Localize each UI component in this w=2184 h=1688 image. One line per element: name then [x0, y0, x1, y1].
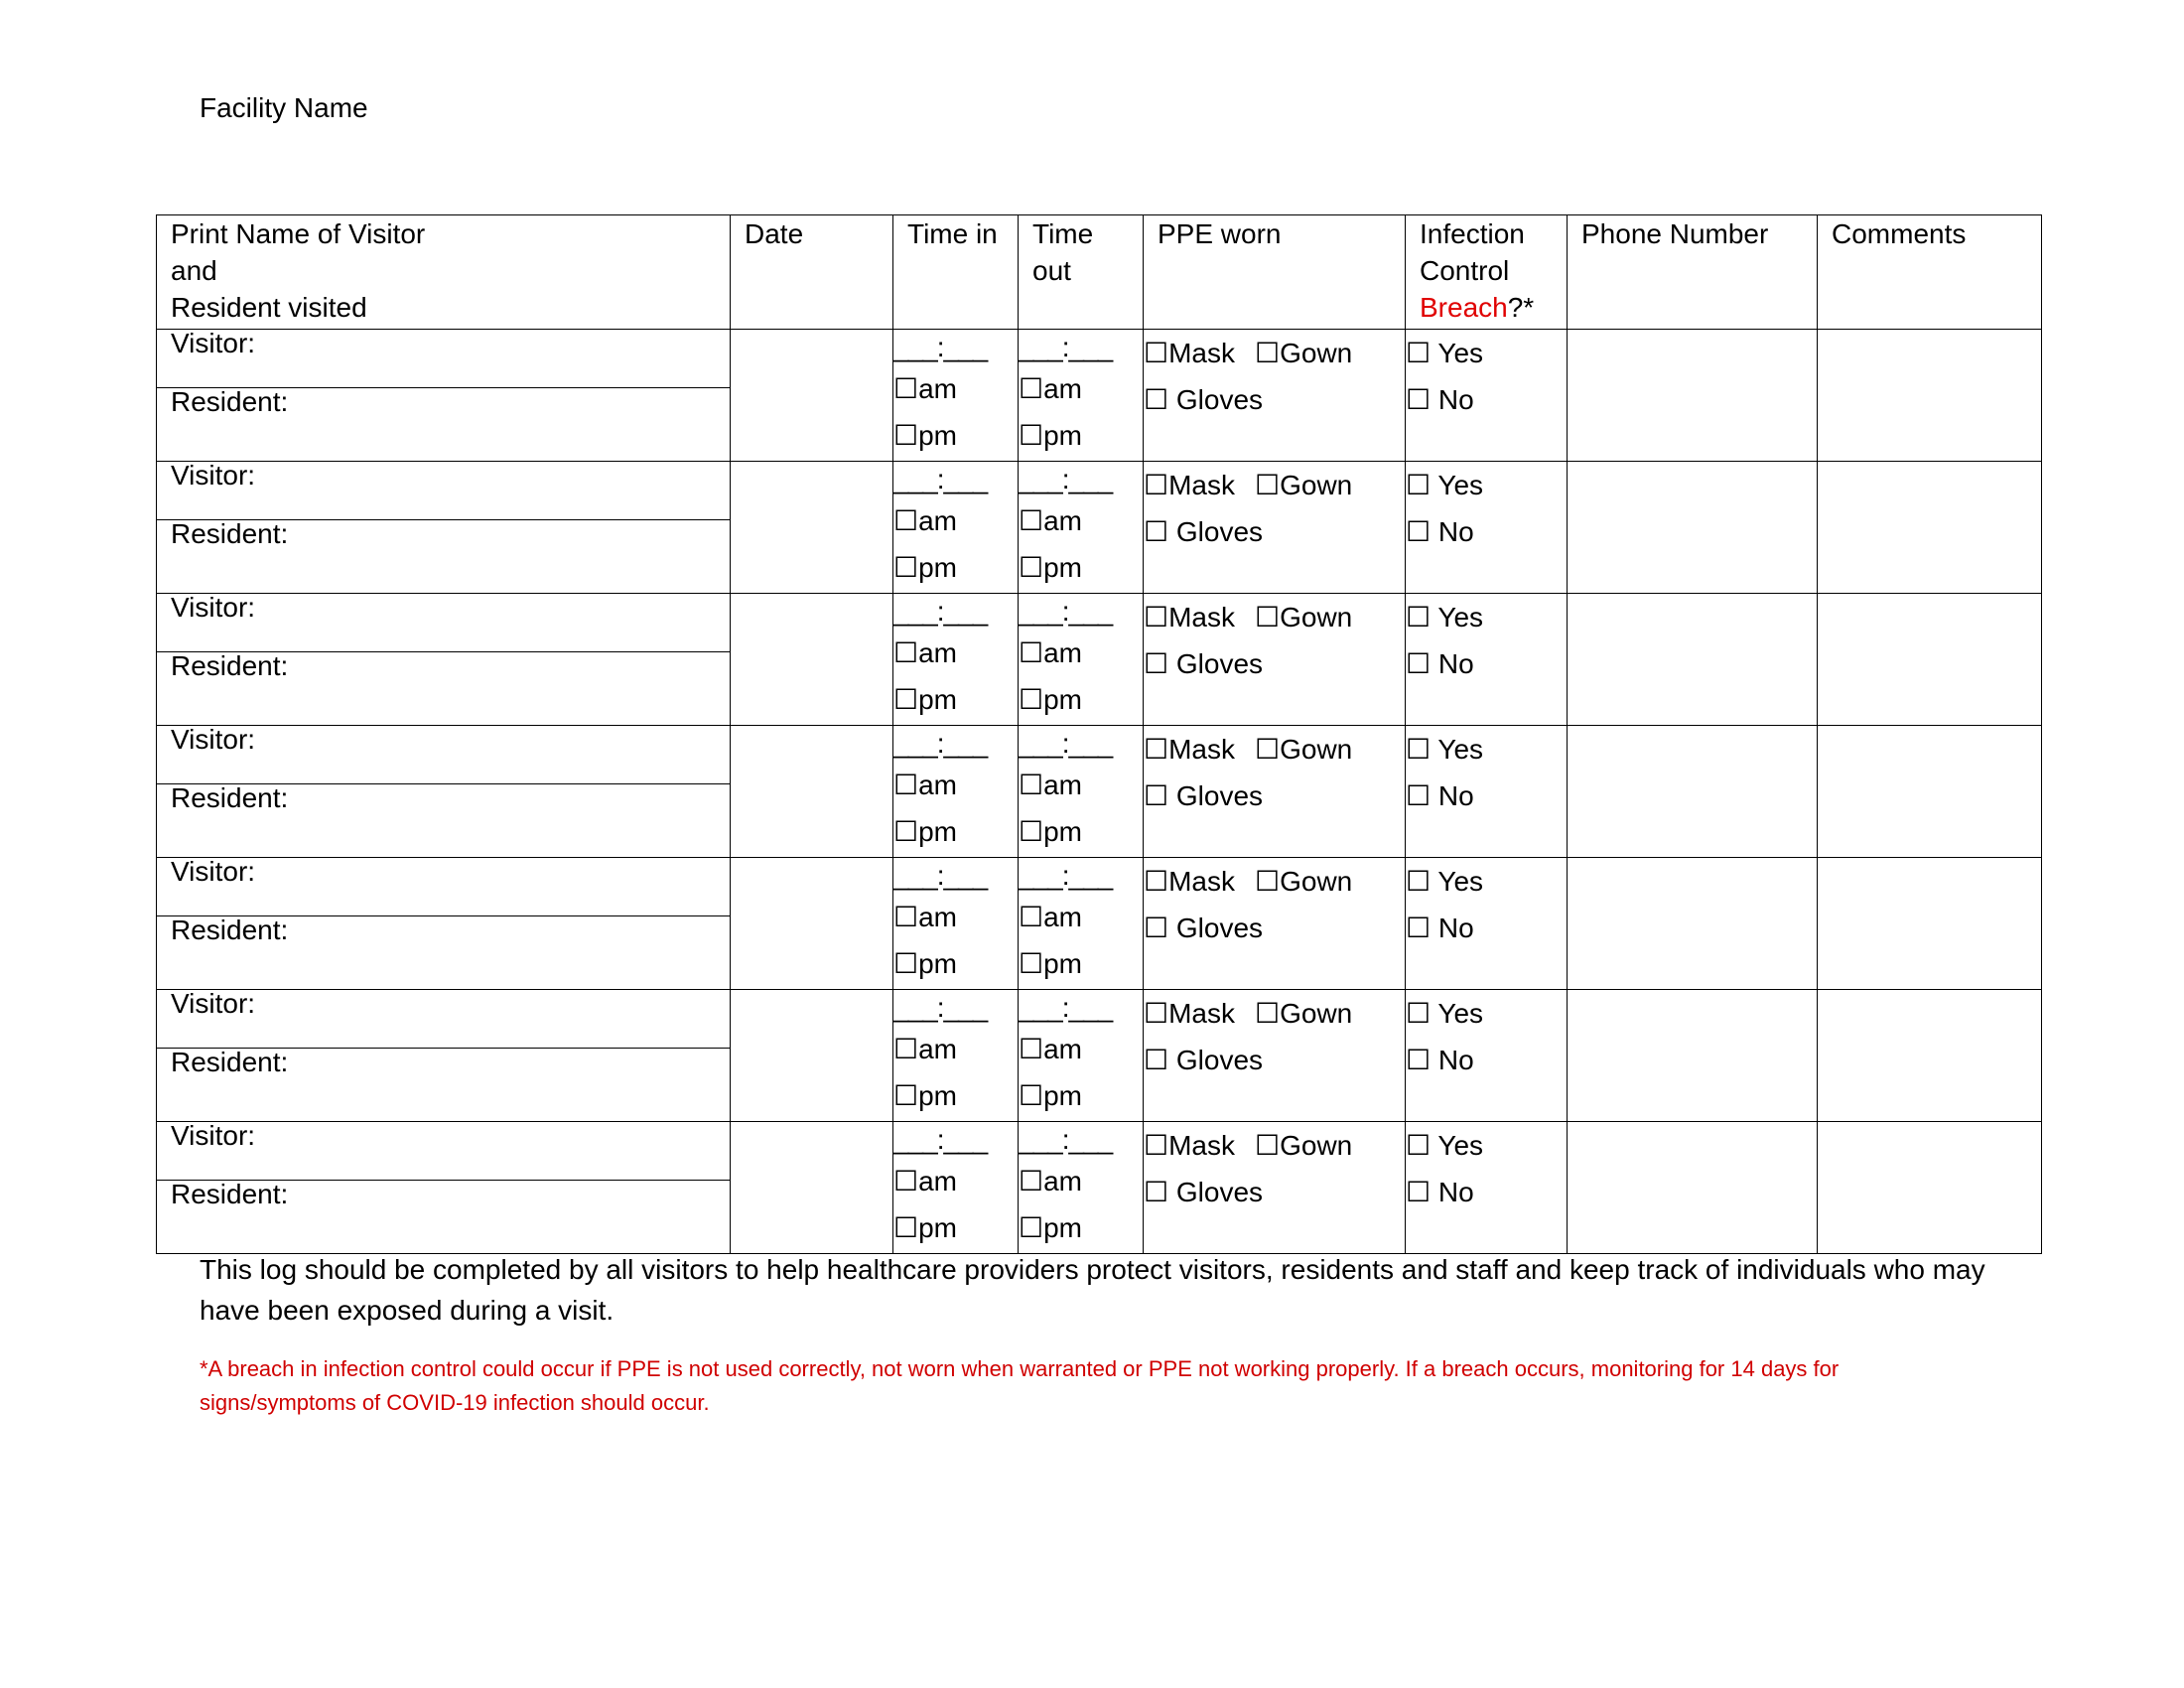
header-date: Date [731, 215, 893, 330]
time-out-am-checkbox[interactable]: ☐am [1019, 1166, 1082, 1196]
visitor-label: Visitor: [171, 592, 256, 623]
time-in-am-checkbox[interactable]: ☐am [893, 902, 957, 932]
breach-yes-checkbox[interactable]: ☐ Yes [1406, 602, 1484, 633]
gown-checkbox[interactable]: ☐Gown [1255, 998, 1353, 1029]
breach-no-checkbox[interactable]: ☐ No [1406, 648, 1474, 679]
resident-field[interactable] [157, 784, 730, 857]
log-row [157, 462, 2042, 594]
gloves-checkbox[interactable]: ☐ Gloves [1144, 1045, 1264, 1075]
comments-field[interactable] [1818, 1122, 2042, 1254]
header-name-line1: Print Name of Visitor [171, 218, 426, 249]
time-in-pm-checkbox[interactable]: ☐pm [893, 1212, 957, 1243]
ppe-cell [1144, 330, 1406, 462]
mask-checkbox[interactable]: ☐Mask [1144, 470, 1235, 500]
infection-control-cell [1406, 990, 1568, 1122]
resident-label: Resident: [171, 386, 289, 417]
breach-yes-checkbox[interactable]: ☐ Yes [1406, 1130, 1484, 1161]
gown-checkbox[interactable]: ☐Gown [1255, 1130, 1353, 1161]
date-field[interactable] [731, 330, 893, 462]
time-in-cell [893, 1122, 1019, 1254]
breach-no-checkbox[interactable]: ☐ No [1406, 1177, 1474, 1207]
time-in-pm-checkbox[interactable]: ☐pm [893, 816, 957, 847]
resident-field[interactable] [157, 388, 730, 461]
log-row [157, 726, 2042, 858]
breach-no-checkbox[interactable]: ☐ No [1406, 913, 1474, 943]
ppe-cell [1144, 1122, 1406, 1254]
time-out-am-checkbox[interactable]: ☐am [1019, 1034, 1082, 1064]
time-out-blank[interactable]: ___:___ [1019, 992, 1113, 1023]
phone-field[interactable] [1568, 726, 1818, 858]
header-breach-word: Breach [1420, 292, 1508, 323]
time-out-pm-checkbox[interactable]: ☐pm [1019, 420, 1082, 451]
resident-field[interactable] [157, 1049, 730, 1121]
visitor-label: Visitor: [171, 1120, 256, 1151]
resident-label: Resident: [171, 1047, 289, 1077]
time-out-am-checkbox[interactable]: ☐am [1019, 373, 1082, 404]
time-in-am-checkbox[interactable]: ☐am [893, 505, 957, 536]
date-field[interactable] [731, 1122, 893, 1254]
comments-field[interactable] [1818, 726, 2042, 858]
visitor-field[interactable] [157, 1122, 730, 1181]
breach-yes-checkbox[interactable]: ☐ Yes [1406, 866, 1484, 897]
mask-checkbox[interactable]: ☐Mask [1144, 338, 1235, 368]
time-out-cell [1019, 990, 1144, 1122]
resident-label: Resident: [171, 914, 289, 945]
comments-field[interactable] [1818, 858, 2042, 990]
header-phone: Phone Number [1568, 215, 1818, 330]
visitor-field[interactable] [157, 726, 730, 784]
infection-control-cell [1406, 594, 1568, 726]
visitor-label: Visitor: [171, 460, 256, 491]
name-cell [157, 990, 731, 1122]
time-in-cell [893, 858, 1019, 990]
time-out-pm-checkbox[interactable]: ☐pm [1019, 816, 1082, 847]
ppe-cell [1144, 726, 1406, 858]
gown-checkbox[interactable]: ☐Gown [1255, 338, 1353, 368]
visitor-field[interactable] [157, 594, 730, 652]
resident-label: Resident: [171, 782, 289, 813]
time-out-blank[interactable]: ___:___ [1019, 1124, 1113, 1155]
infection-control-cell [1406, 1122, 1568, 1254]
name-cell [157, 858, 731, 990]
comments-field[interactable] [1818, 330, 2042, 462]
header-row [157, 215, 2042, 330]
time-in-blank[interactable]: ___:___ [893, 332, 988, 362]
time-in-cell [893, 462, 1019, 594]
header-infection-line2: Control [1420, 255, 1510, 286]
log-body [157, 330, 2042, 1254]
resident-field[interactable] [157, 520, 730, 593]
header-time-out-line1: Time [1032, 218, 1094, 249]
gloves-checkbox[interactable]: ☐ Gloves [1144, 516, 1264, 547]
gown-checkbox[interactable]: ☐Gown [1255, 866, 1353, 897]
phone-field[interactable] [1568, 594, 1818, 726]
gown-checkbox[interactable]: ☐Gown [1255, 734, 1353, 765]
breach-no-checkbox[interactable]: ☐ No [1406, 780, 1474, 811]
header-infection-line3 [1420, 289, 1553, 326]
time-in-pm-checkbox[interactable]: ☐pm [893, 948, 957, 979]
phone-field[interactable] [1568, 330, 1818, 462]
time-out-pm-checkbox[interactable]: ☐pm [1019, 684, 1082, 715]
visitor-field[interactable] [157, 858, 730, 916]
time-in-cell [893, 990, 1019, 1122]
time-in-blank[interactable]: ___:___ [893, 1124, 988, 1155]
time-in-cell [893, 594, 1019, 726]
name-cell [157, 726, 731, 858]
time-in-am-checkbox[interactable]: ☐am [893, 1034, 957, 1064]
time-in-blank[interactable]: ___:___ [893, 860, 988, 891]
header-ppe: PPE worn [1144, 215, 1406, 330]
infection-control-cell [1406, 462, 1568, 594]
breach-footnote: *A breach in infection control could occur if PPE is not used correctly, not worn when warranted or PPE not working properly. If a breach occurs, monitoring for 14 days for signs/symptoms of COVID-19 infection should occur. [200, 1356, 1840, 1415]
time-in-pm-checkbox[interactable]: ☐pm [893, 1080, 957, 1111]
header-infection-control [1406, 215, 1568, 330]
breach-yes-checkbox[interactable]: ☐ Yes [1406, 470, 1484, 500]
time-out-pm-checkbox[interactable]: ☐pm [1019, 948, 1082, 979]
breach-no-checkbox[interactable]: ☐ No [1406, 516, 1474, 547]
mask-checkbox[interactable]: ☐Mask [1144, 866, 1235, 897]
time-out-blank[interactable]: ___:___ [1019, 464, 1113, 494]
time-in-am-checkbox[interactable]: ☐am [893, 637, 957, 668]
gloves-checkbox[interactable]: ☐ Gloves [1144, 913, 1264, 943]
gloves-checkbox[interactable]: ☐ Gloves [1144, 1177, 1264, 1207]
header-time-out [1019, 215, 1144, 330]
infection-control-cell [1406, 330, 1568, 462]
time-out-cell [1019, 858, 1144, 990]
header-time-out-line2: out [1032, 255, 1071, 286]
breach-yes-checkbox[interactable]: ☐ Yes [1406, 338, 1484, 368]
time-out-am-checkbox[interactable]: ☐am [1019, 902, 1082, 932]
time-out-am-checkbox[interactable]: ☐am [1019, 770, 1082, 800]
resident-field[interactable] [157, 652, 730, 725]
time-in-blank[interactable]: ___:___ [893, 596, 988, 627]
gloves-checkbox[interactable]: ☐ Gloves [1144, 384, 1264, 415]
phone-field[interactable] [1568, 1122, 1818, 1254]
mask-checkbox[interactable]: ☐Mask [1144, 734, 1235, 765]
phone-field[interactable] [1568, 990, 1818, 1122]
visitor-label: Visitor: [171, 988, 256, 1019]
time-in-blank[interactable]: ___:___ [893, 464, 988, 494]
infection-control-cell [1406, 858, 1568, 990]
mask-checkbox[interactable]: ☐Mask [1144, 1130, 1235, 1161]
gown-checkbox[interactable]: ☐Gown [1255, 602, 1353, 633]
name-cell [157, 330, 731, 462]
resident-field[interactable] [157, 916, 730, 989]
header-name-line2: and [171, 255, 217, 286]
header-comments: Comments [1818, 215, 2042, 330]
time-out-pm-checkbox[interactable]: ☐pm [1019, 552, 1082, 583]
time-out-am-checkbox[interactable]: ☐am [1019, 505, 1082, 536]
visitor-field[interactable] [157, 330, 730, 388]
log-row [157, 1122, 2042, 1254]
time-out-cell [1019, 726, 1144, 858]
header-breach-suffix: ?* [1507, 292, 1535, 323]
date-field[interactable] [731, 726, 893, 858]
date-field[interactable] [731, 858, 893, 990]
time-out-blank[interactable]: ___:___ [1019, 860, 1113, 891]
time-in-blank[interactable]: ___:___ [893, 992, 988, 1023]
time-out-pm-checkbox[interactable]: ☐pm [1019, 1212, 1082, 1243]
gown-checkbox[interactable]: ☐Gown [1255, 470, 1353, 500]
resident-field[interactable] [157, 1181, 730, 1253]
facility-name: Facility Name [200, 92, 368, 123]
gloves-checkbox[interactable]: ☐ Gloves [1144, 780, 1264, 811]
visitor-log-table [156, 214, 2042, 1254]
name-cell [157, 462, 731, 594]
phone-field[interactable] [1568, 858, 1818, 990]
name-cell [157, 594, 731, 726]
log-row [157, 858, 2042, 990]
comments-field[interactable] [1818, 990, 2042, 1122]
time-in-blank[interactable]: ___:___ [893, 728, 988, 759]
infection-control-cell [1406, 726, 1568, 858]
resident-label: Resident: [171, 650, 289, 681]
comments-field[interactable] [1818, 594, 2042, 726]
resident-label: Resident: [171, 518, 289, 549]
time-out-cell [1019, 594, 1144, 726]
time-out-am-checkbox[interactable]: ☐am [1019, 637, 1082, 668]
visitor-field[interactable] [157, 462, 730, 520]
breach-no-checkbox[interactable]: ☐ No [1406, 1045, 1474, 1075]
time-out-cell [1019, 330, 1144, 462]
time-in-am-checkbox[interactable]: ☐am [893, 1166, 957, 1196]
time-out-blank[interactable]: ___:___ [1019, 332, 1113, 362]
visitor-label: Visitor: [171, 856, 256, 887]
breach-yes-checkbox[interactable]: ☐ Yes [1406, 734, 1484, 765]
time-out-cell [1019, 462, 1144, 594]
ppe-cell [1144, 462, 1406, 594]
resident-label: Resident: [171, 1179, 289, 1209]
instruction-note: This log should be completed by all visitors to help healthcare providers protect visitors, residents and staff and keep track of individuals who may have been exposed during a visit. [200, 1254, 1985, 1326]
time-in-am-checkbox[interactable]: ☐am [893, 770, 957, 800]
visitor-label: Visitor: [171, 328, 256, 358]
visitor-label: Visitor: [171, 724, 256, 755]
mask-checkbox[interactable]: ☐Mask [1144, 998, 1235, 1029]
time-out-pm-checkbox[interactable]: ☐pm [1019, 1080, 1082, 1111]
header-infection-line1: Infection [1420, 218, 1525, 249]
ppe-cell [1144, 594, 1406, 726]
date-field[interactable] [731, 990, 893, 1122]
time-in-am-checkbox[interactable]: ☐am [893, 373, 957, 404]
ppe-cell [1144, 990, 1406, 1122]
header-time-in: Time in [893, 215, 1019, 330]
time-in-cell [893, 330, 1019, 462]
log-row [157, 330, 2042, 462]
breach-yes-checkbox[interactable]: ☐ Yes [1406, 998, 1484, 1029]
time-out-blank[interactable]: ___:___ [1019, 596, 1113, 627]
mask-checkbox[interactable]: ☐Mask [1144, 602, 1235, 633]
gloves-checkbox[interactable]: ☐ Gloves [1144, 648, 1264, 679]
comments-field[interactable] [1818, 462, 2042, 594]
ppe-cell [1144, 858, 1406, 990]
phone-field[interactable] [1568, 462, 1818, 594]
header-name-line3: Resident visited [171, 292, 367, 323]
visitor-field[interactable] [157, 990, 730, 1049]
breach-no-checkbox[interactable]: ☐ No [1406, 384, 1474, 415]
date-field[interactable] [731, 594, 893, 726]
time-in-cell [893, 726, 1019, 858]
log-row [157, 594, 2042, 726]
time-out-blank[interactable]: ___:___ [1019, 728, 1113, 759]
log-row [157, 990, 2042, 1122]
time-in-pm-checkbox[interactable]: ☐pm [893, 420, 957, 451]
time-in-pm-checkbox[interactable]: ☐pm [893, 552, 957, 583]
time-in-pm-checkbox[interactable]: ☐pm [893, 684, 957, 715]
name-cell [157, 1122, 731, 1254]
date-field[interactable] [731, 462, 893, 594]
header-name [157, 215, 731, 330]
time-out-cell [1019, 1122, 1144, 1254]
